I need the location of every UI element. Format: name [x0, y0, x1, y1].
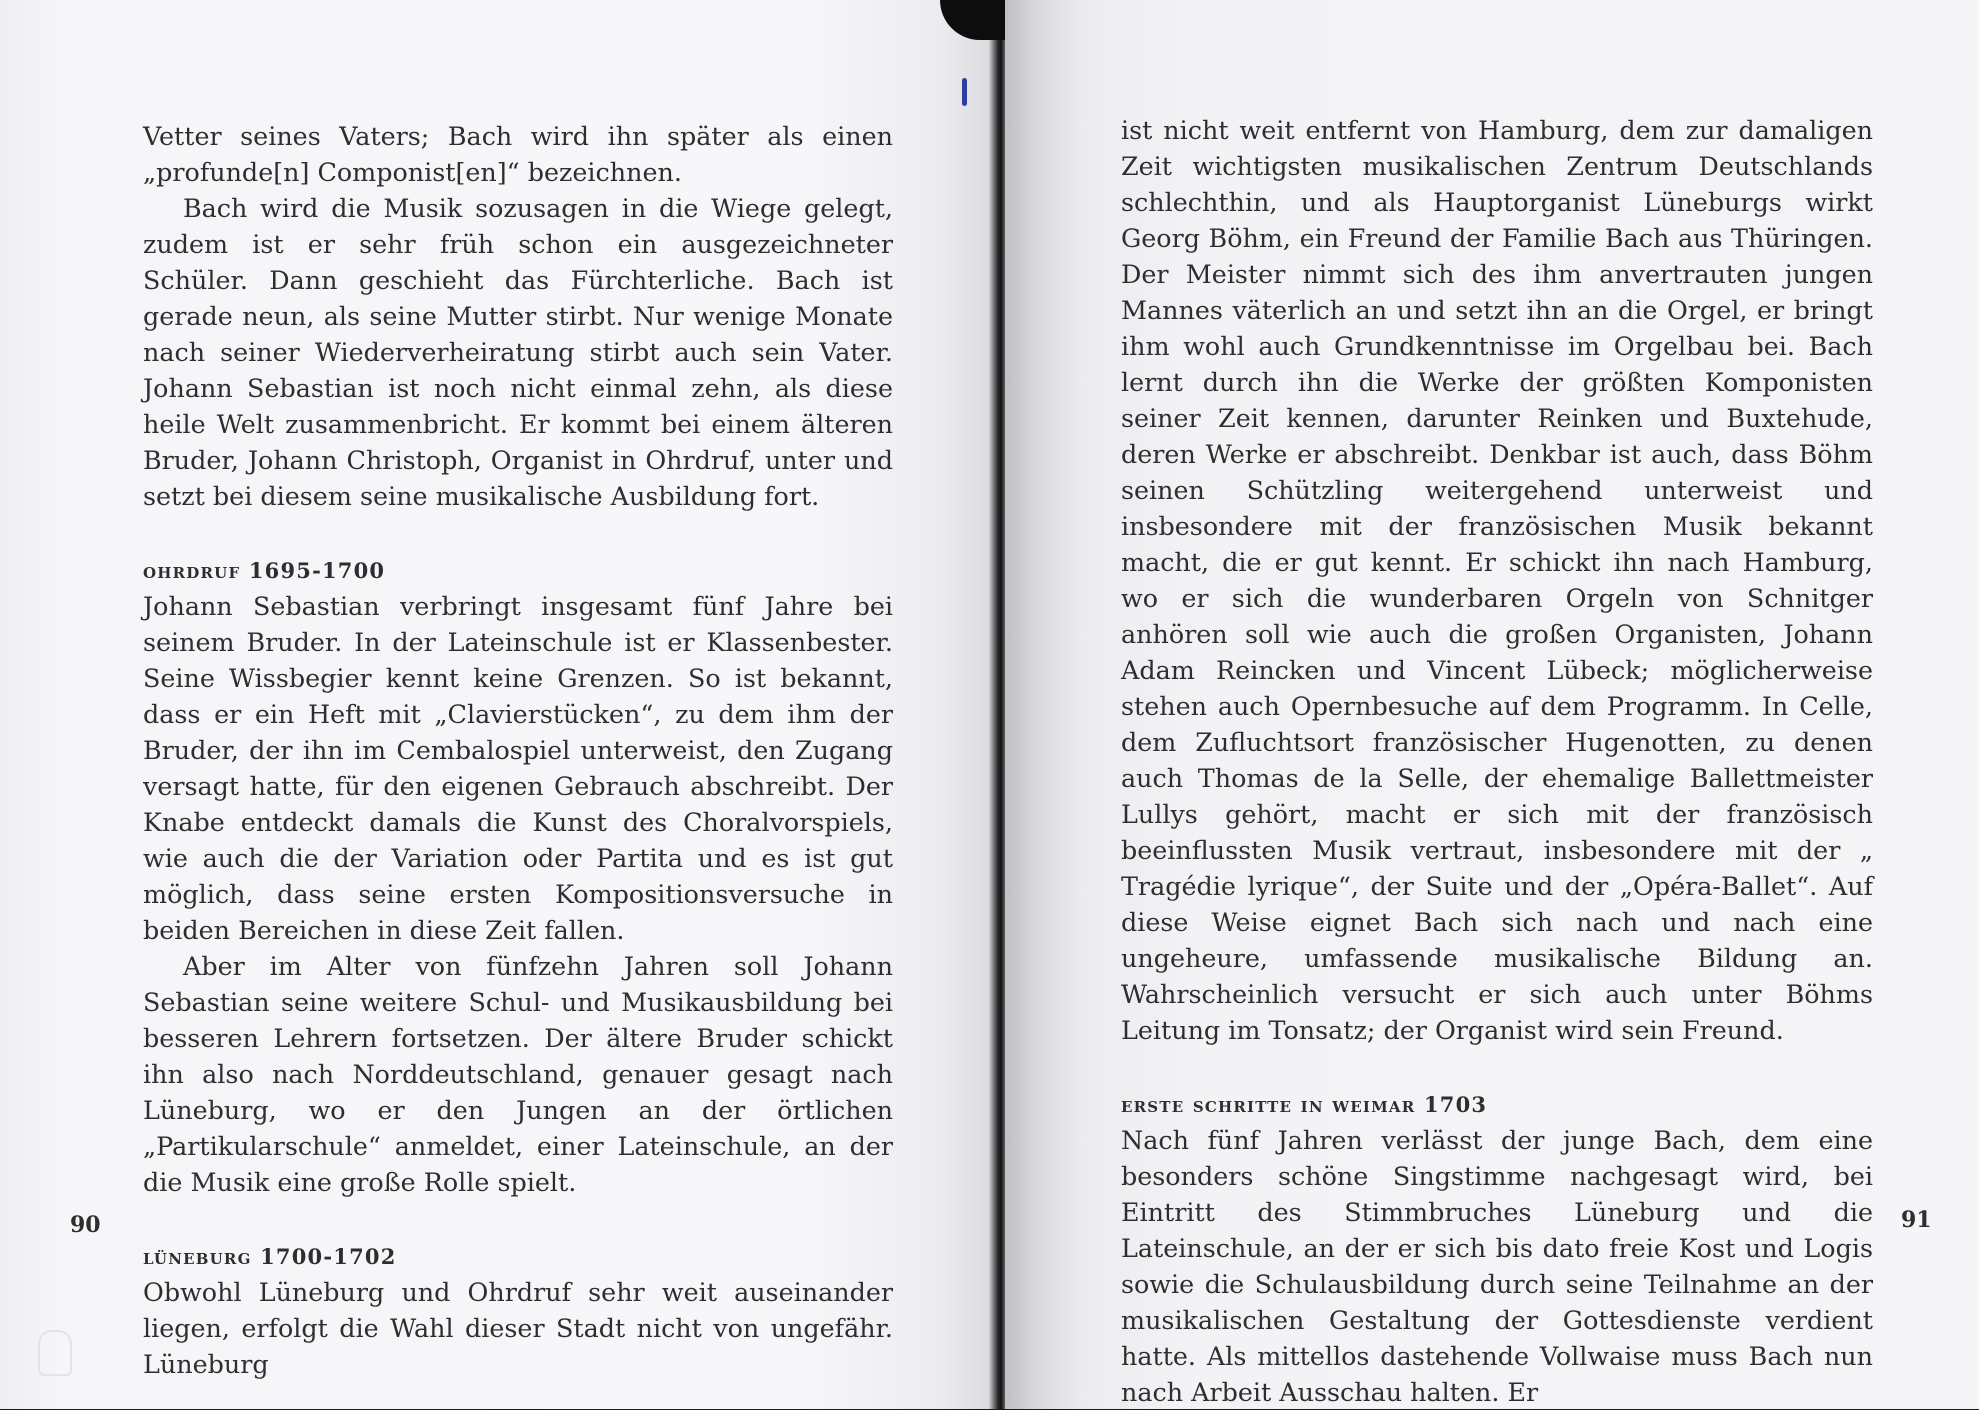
library-stamp-mark	[38, 1330, 72, 1376]
paragraph: Aber im Alter von fünfzehn Jahren soll Johann Sebastian seine weitere Schul- und Musikausbildung bei besseren Lehrern fortsetzen. Der ältere Bruder schickt ihn also nach Norddeutschland, genauer gesagt nach Lüneburg, wo er den Jungen an der örtlichen „Partikularschule“ anmeldet, einer Lateinschule, an der die Musik eine große Rolle spielt.	[143, 951, 893, 1197]
right-page	[1005, 0, 1979, 1409]
page-number: 91	[1901, 1207, 1932, 1233]
paragraph: Johann Sebastian verbringt insgesamt fünf Jahre bei seinem Bruder. In der Lateinschule ist er Klassenbester. Seine Wissbegier kennt keine Grenzen. So ist bekannt, dass er ein Heft mit „Clavierstücken“, zu dem ihm der Bruder, der ihn im Cembalospiel unterweist, den Zugang versagt hatte, für den eigenen Gebrauch abschreibt. Der Knabe entdeckt damals die Kunst des Choralvorspiels, wie auch die der Variation oder Partita und es ist gut möglich, dass seine ersten Kompositionsversuche in beiden Bereichen in diese Zeit fallen.	[143, 591, 893, 945]
page-number: 90	[70, 1212, 101, 1238]
paragraph: ist nicht weit entfernt von Hamburg, dem zur damaligen Zeit wichtigsten musikalischen Zentrum Deutschlands schlechthin, und als Hauptorganist Lüneburgs wirkt Georg Böhm, ein Freund der Familie Bach aus Thüringen. Der Meister nimmt sich des ihm anvertrauten jungen Mannes väterlich an und setzt ihn an die Orgel, er bringt ihm wohl auch Grundkenntnisse im Orgelbau bei. Bach lernt durch ihn die Werke der größten Komponisten seiner Zeit kennen, darunter Reinken und Buxtehude, deren Werke er abschreibt. Denkbar ist auch, dass Böhm seinen Schützling weitergehend unterweist und insbesondere mit der französischen Musik bekannt macht, die er gut kennt. Er schickt ihn nach Hamburg, wo er sich die wunderbaren Orgeln von Schnitger anhören soll wie auch die großen Organisten, Johann Adam Reincken und Vincent Lübeck; möglicherweise stehen auch Opernbesuche auf dem Programm. In Celle, dem Zufluchtsort französischer Hugenotten, zu denen auch Thomas de la Selle, der ehemalige Ballettmeister Lullys gehört, macht er sich mit der französisch beeinflussten Musik vertraut, insbesondere mit der „ Tragédie lyrique“, der Suite und der „Opéra-Ballet“. Auf diese Weise eignet Bach sich nach und nach eine ungeheure, umfassende musikalische Bildung an. Wahrscheinlich versucht er sich auch unter Böhms Leitung im Tonsatz; der Organist wird sein Freund.	[1121, 115, 1873, 1045]
paragraph: Obwohl Lüneburg und Ohrdruf sehr weit auseinander liegen, erfolgt die Wahl dieser Stadt nicht von ungefähr. Lüneburg	[143, 1277, 893, 1379]
right-page-text	[1121, 112, 1873, 1410]
section-heading-lueneburg: lüneburg 1700-1702	[143, 1244, 397, 1269]
section-heading-weimar: erste schritte in weimar 1703	[1121, 1092, 1488, 1117]
ink-mark	[962, 78, 967, 106]
section-heading-ohrdruf: ohrdruf 1695-1700	[143, 558, 386, 583]
left-page-text	[143, 118, 893, 1382]
paragraph: Vetter seines Vaters; Bach wird ihn später als einen „profunde[n] Componist[en]“ bezeichnen.	[143, 121, 893, 187]
paragraph: Bach wird die Musik sozusagen in die Wiege gelegt, zudem ist er sehr früh schon ein ausgezeichneter Schüler. Dann geschieht das Fürchterliche. Bach ist gerade neun, als seine Mutter stirbt. Nur wenige Monate nach seiner Wiederverheiratung stirbt auch sein Vater. Johann Sebastian ist noch nicht einmal zehn, als diese heile Welt zusammenbricht. Er kommt bei einem älteren Bruder, Johann Christoph, Organist in Ohrdruf, unter und setzt bei diesem seine musikalische Ausbildung fort.	[143, 193, 893, 511]
paragraph: Nach fünf Jahren verlässt der junge Bach, dem eine besonders schöne Singstimme nachgesagt wird, bei Eintritt des Stimmbruches Lüneburg und die Lateinschule, an der er sich bis dato freie Kost und Logis sowie die Schulausbildung durch seine Teilnahme an der musikalischen Gestaltung der Gottesdienste verdient hatte. Als mittellos dastehende Vollwaise muss Bach nun nach Arbeit Ausschau halten. Er	[1121, 1125, 1873, 1407]
